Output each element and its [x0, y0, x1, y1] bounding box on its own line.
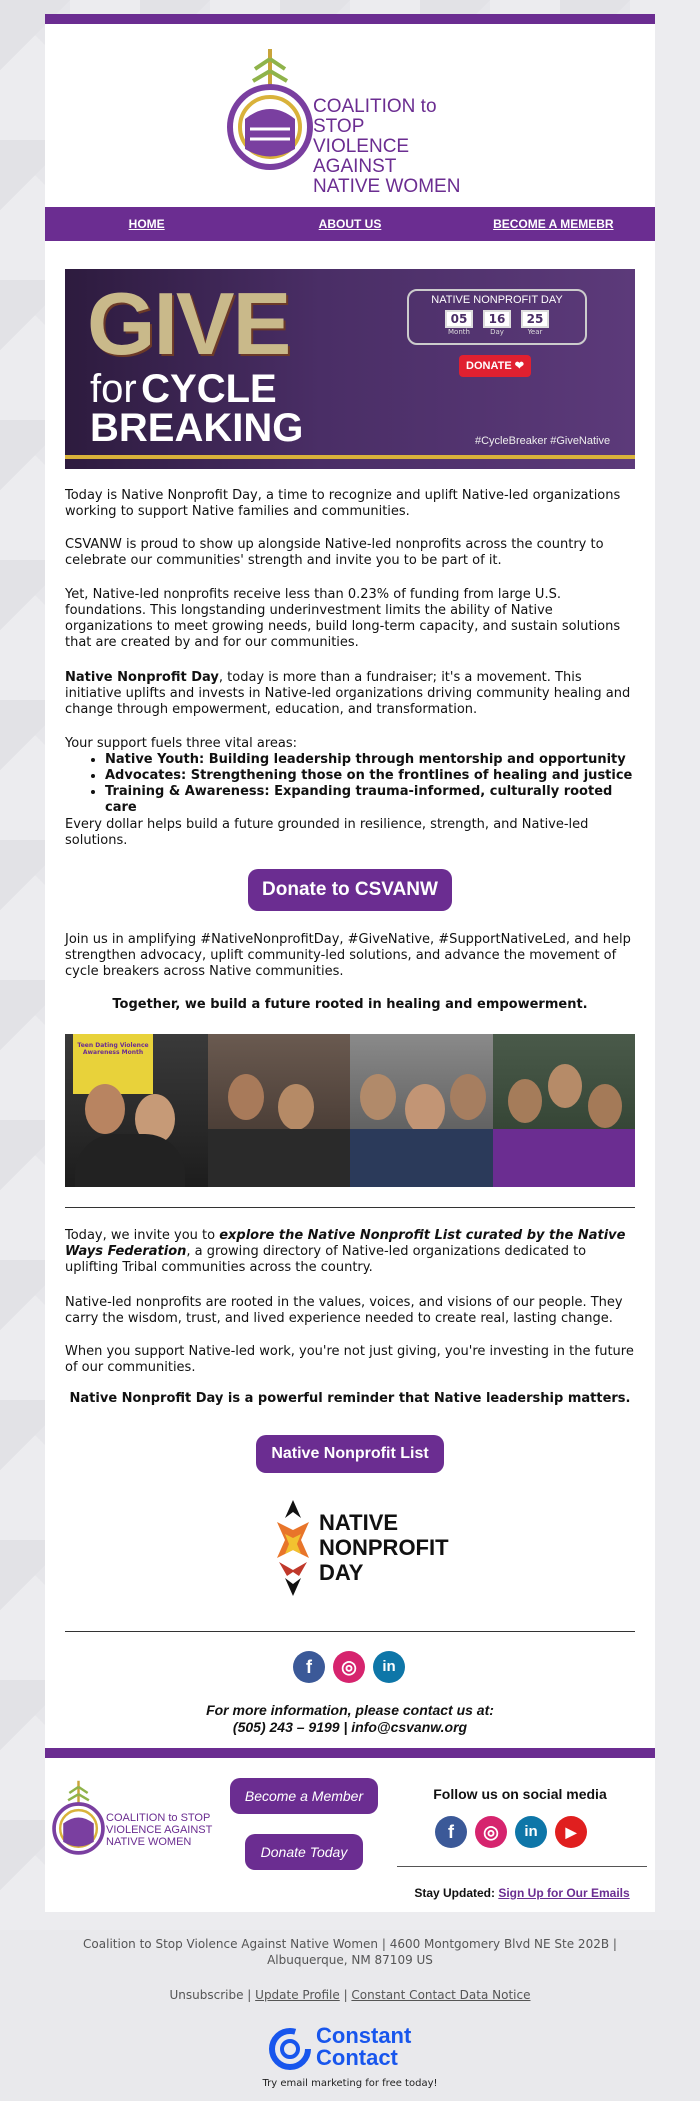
- invite-paragraph: [65, 1228, 635, 1276]
- areas-intro: Your support fuels three vital areas:: [65, 736, 298, 751]
- logo-line-1: COALITION to STOP: [313, 96, 437, 137]
- constant-contact-icon: [268, 2027, 312, 2071]
- instagram-icon[interactable]: ◎: [475, 1816, 507, 1848]
- date-month-label: Month: [448, 328, 470, 336]
- photo-person-icon: [228, 1074, 264, 1120]
- cc-line-1: Constant: [316, 2023, 412, 2048]
- photo-person-icon: [450, 1074, 486, 1120]
- divider: [65, 1207, 635, 1208]
- list-item: • Advocates: Strengthening those on the frontlines of healing and justice: [105, 768, 635, 784]
- list-item: • Native Youth: Building leadership through mentorship and opportunity: [105, 752, 635, 768]
- photo-collage: [65, 1034, 635, 1187]
- donate-today-button[interactable]: Donate Today: [245, 1834, 363, 1870]
- photo-sign-line-2: Awareness Month: [82, 1049, 144, 1056]
- native-list-link[interactable]: explore the Native Nonprofit List curated by the Native Ways Federation: [65, 1228, 626, 1259]
- constant-contact-logo[interactable]: [268, 2025, 438, 2073]
- photo-person-icon: [493, 1129, 636, 1187]
- date-day-label: Day: [490, 328, 504, 336]
- unsubscribe-link[interactable]: Unsubscribe: [169, 1988, 244, 2002]
- nav-about[interactable]: ABOUT US: [318, 217, 382, 231]
- native-nonprofit-list-button[interactable]: Native Nonprofit List: [256, 1435, 444, 1473]
- footer-logo[interactable]: [51, 1778, 221, 1873]
- youtube-icon[interactable]: ▶: [555, 1816, 587, 1848]
- nav-bar: [45, 207, 655, 241]
- support-paragraph: When you support Native-led work, you're not just giving, you're investing in the future of our communities.: [65, 1344, 634, 1375]
- dollar-paragraph: Every dollar helps build a future grounded in resilience, strength, and Native-led solutions.: [65, 817, 589, 848]
- top-bar: [45, 14, 655, 24]
- divider: [65, 1631, 635, 1632]
- movement-paragraph: [65, 670, 635, 718]
- facebook-icon[interactable]: f: [435, 1816, 467, 1848]
- date-title: NATIVE NONPROFIT DAY: [431, 294, 563, 306]
- contact-line-1: For more information, please contact us at:: [206, 1702, 494, 1718]
- coalition-emblem-icon: [225, 49, 315, 179]
- amplify-paragraph: Join us in amplifying #NativeNonprofitDay, #GiveNative, #SupportNativeLed, and help strengthen advocacy, uplift community-led solutions, and advance the movement of cycle breakers across Native communities.: [65, 932, 631, 979]
- instagram-icon[interactable]: ◎: [333, 1651, 365, 1683]
- reminder-text: Native Nonprofit Day is a powerful reminder that Native leadership matters.: [69, 1391, 631, 1406]
- signup-link[interactable]: Sign Up for Our Emails: [498, 1886, 630, 1900]
- areas-list: [105, 752, 635, 816]
- data-notice-link[interactable]: Constant Contact Data Notice: [351, 1988, 531, 2002]
- photo-person-icon: [548, 1064, 582, 1108]
- together-text: Together, we build a future rooted in healing and empowerment.: [112, 997, 588, 1012]
- intro-paragraph: Today is Native Nonprofit Day, a time to recognize and uplift Native-led organizations working to support Native families and communities.: [65, 488, 621, 519]
- nav-home[interactable]: HOME: [128, 217, 165, 231]
- email-card: [45, 14, 655, 1912]
- header-logo[interactable]: [225, 49, 485, 197]
- nav-become-member[interactable]: BECOME A MEMEBR: [493, 217, 614, 231]
- hero-breaking: BREAKING: [90, 406, 304, 450]
- nnd-line-2: NONPROFIT: [319, 1535, 449, 1560]
- facebook-icon[interactable]: f: [293, 1651, 325, 1683]
- footer-links: Unsubscribe | Update Profile | Constant Contact Data Notice: [169, 1988, 531, 2002]
- movement-rest: , today is more than a fundraiser; it's a movement. This initiative uplifts and invests in Native-led organizations driving community healing and change through empowerment, education, and transformation.: [65, 670, 631, 717]
- contact-block: [45, 1702, 655, 1736]
- hero-banner[interactable]: [65, 269, 635, 469]
- become-member-button[interactable]: Become a Member: [230, 1778, 378, 1814]
- date-box: [407, 289, 587, 345]
- linkedin-icon[interactable]: in: [373, 1651, 405, 1683]
- photo-4: [493, 1034, 636, 1187]
- logo-line-3: NATIVE WOMEN: [313, 176, 461, 197]
- photo-sign: [73, 1034, 153, 1094]
- csvanw-paragraph: CSVANW is proud to show up alongside Native-led nonprofits across the country to celebrate our communities' strength and invite you to be part of it.: [65, 537, 604, 568]
- cc-line-2: Contact: [316, 2045, 398, 2070]
- invite-c: , a growing directory of Native-led organizations dedicated to uplifting Tribal communities across the country.: [65, 1244, 587, 1275]
- hero-donate-button[interactable]: DONATE ❤: [459, 355, 531, 377]
- nnd-line-3: DAY: [319, 1560, 364, 1585]
- photo-person-icon: [350, 1129, 493, 1187]
- hero-cycle: CYCLE: [141, 367, 277, 411]
- stay-label: Stay Updated:: [414, 1886, 499, 1900]
- areas-block: [65, 736, 635, 816]
- footer-divider: [397, 1866, 647, 1867]
- invite-a: Today, we invite you to: [65, 1228, 220, 1243]
- try-free[interactable]: Try email marketing for free today!: [262, 2078, 438, 2089]
- photo-person-icon: [278, 1084, 314, 1130]
- footer-logo-line-1: COALITION to STOP: [106, 1812, 211, 1824]
- logo-line-2: VIOLENCE AGAINST: [313, 136, 410, 177]
- linkedin-icon[interactable]: in: [515, 1816, 547, 1848]
- address: Coalition to Stop Violence Against Native Women | 4600 Montgomery Blvd NE Ste 202B | Albuquerque, NM 87109 US: [83, 1937, 617, 1967]
- stay-updated: [397, 1886, 647, 1900]
- contact-line-2[interactable]: (505) 243 – 9199 | info@csvanw.org: [232, 1719, 468, 1735]
- hero-tags: #CycleBreaker #GiveNative: [475, 435, 611, 447]
- hero-bottom-stripe: [65, 455, 635, 459]
- funding-paragraph: Yet, Native-led nonprofits receive less than 0.23% of funding from large U.S. foundations. This longstanding underinvestment limits the ability of Native organizations to meet growing needs, build long-term capacity, and sustain solutions that are created by and for our communities.: [65, 587, 621, 650]
- follow-heading: Follow us on social media: [433, 1786, 607, 1802]
- coalition-emblem-icon: [51, 1778, 106, 1863]
- hero-for: for: [90, 367, 137, 411]
- footer-logo-line-2: VIOLENCE AGAINST: [106, 1824, 213, 1836]
- photo-2: [208, 1034, 351, 1187]
- update-profile-link[interactable]: Update Profile: [255, 1988, 340, 2002]
- photo-1: [65, 1034, 208, 1187]
- photo-sign-line-1: Teen Dating Violence: [77, 1042, 149, 1049]
- star-pattern-icon: [273, 1500, 313, 1596]
- photo-person-icon: [588, 1084, 622, 1128]
- photo-person-icon: [405, 1084, 445, 1134]
- rooted-paragraph: Native-led nonprofits are rooted in the values, voices, and visions of our people. They carry the wisdom, trust, and lived experience needed to create real, lasting change.: [65, 1295, 623, 1326]
- nnd-line-1: NATIVE: [319, 1510, 399, 1535]
- date-month: 05: [445, 310, 473, 328]
- native-nonprofit-day-logo: [273, 1500, 449, 1596]
- photo-3: [350, 1034, 493, 1187]
- date-day: 16: [483, 310, 511, 328]
- date-year: 25: [521, 310, 549, 328]
- photo-person-icon: [75, 1134, 185, 1187]
- donate-csvanw-button[interactable]: Donate to CSVANW: [248, 869, 452, 911]
- hero-give: GIVE: [87, 274, 290, 373]
- date-year-label: Year: [527, 328, 543, 336]
- photo-person-icon: [85, 1084, 125, 1134]
- photo-person-icon: [508, 1079, 542, 1123]
- list-item: • Training & Awareness: Expanding trauma-informed, culturally rooted care: [105, 784, 635, 816]
- movement-bold: Native Nonprofit Day: [65, 670, 219, 685]
- footer-logo-line-3: NATIVE WOMEN: [106, 1836, 192, 1848]
- footer-band: [45, 1748, 655, 1758]
- photo-person-icon: [360, 1074, 396, 1120]
- photo-person-icon: [208, 1129, 351, 1187]
